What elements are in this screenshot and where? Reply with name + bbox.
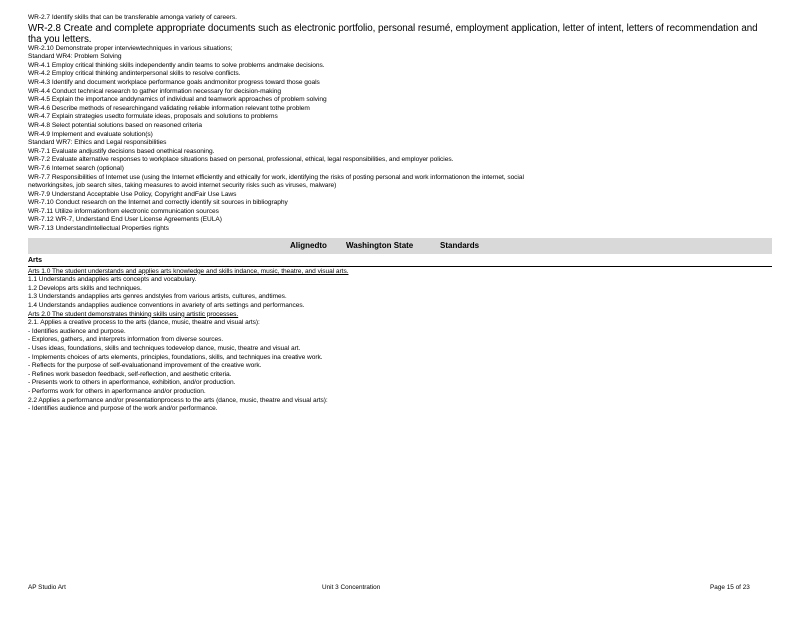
line-wr-7-12: WR-7.12 WR-7, Understand End User License Agreements (EULA) — [28, 216, 222, 224]
line-wr-4-1: WR-4.1 Employ critical thinking skills independently andin teams to solve problems andmake decisions. — [28, 61, 325, 69]
page-footer — [28, 583, 772, 592]
arts-1-0-heading: Arts 1.0 The student understands and applies arts knowledge and skills indance, music, theatre, and visual arts. — [28, 267, 349, 275]
line-1-1: 1.1 Understands andapplies arts concepts and vocabulary. — [28, 276, 197, 284]
line-2-1: 2.1. Applies a creative process to the arts (dance, music, theatre and visual arts): — [28, 319, 260, 327]
bullet-implements: - Implements choices of arts elements, principles, foundations, skills, and techniques ina creative work. — [28, 353, 323, 361]
line-wr-4-9: WR-4.9 Implement and evaluate solution(s) — [28, 130, 153, 138]
section-title-arts: Arts — [28, 256, 43, 264]
line-wr-7-7: WR-7.7 Responsibilities of Internet use (using the Internet efficiently and ethically for work, identifying the risks of posting personal and work informationon the internet, social — [28, 173, 524, 181]
standard-wr7-heading: Standard WR7: Ethics and Legal responsibilities — [28, 139, 167, 147]
bullet-uses-ideas: - Uses ideas, foundations, skills and techniques todevelop dance, music, theatre and visual art. — [28, 345, 301, 352]
bullet-presents: - Presents work to others in aperformance, exhibition, and/or production. — [28, 379, 236, 387]
document-page — [28, 14, 772, 414]
line-wr-4-3: WR-4.3 Identify and document workplace performance goals andmonitor progress toward those goals — [28, 78, 320, 86]
line-wr-2-7: WR-2.7 Identify skills that can be transferable amonga variety of careers. — [28, 14, 237, 21]
line-wr-4-2: WR-4.2 Employ critical thinking andinterpersonal skills to resolve conflicts. — [28, 70, 241, 78]
line-wr-7-11: WR-7.11 Utilize informationfrom electronic communication sources — [28, 207, 219, 215]
line-wr-4-4: WR-4.4 Conduct technical research to gather information necessary for decision-making — [28, 87, 282, 95]
line-wr-2-8: WR-2.8 Create and complete appropriate documents such as electronic portfolio, personal resumé, employment application, letter of intent, letters of recommendation and tha you letters. — [28, 22, 758, 45]
line-wr-2-10: WR-2.10 Demonstrate proper interviewtechniques in various situations; — [28, 44, 233, 52]
bullet-reflects: - Reflects for the purpose of self-evaluationand improvement of the creative work. — [28, 362, 262, 370]
bullet-identifies: - Identifies audience and purpose. — [28, 327, 126, 335]
footer-course: AP Studio Art — [28, 584, 66, 591]
banner-washington-state: Washington State — [346, 240, 414, 250]
line-wr-7-2: WR-7.2 Evaluate alternative responses to workplace situations based on personal, professional, ethical, legal responsibilities, and employer policies. — [28, 156, 454, 164]
arts-2-0-heading: Arts 2.0 The student demonstrates thinking skills using artistic processes. — [28, 310, 239, 318]
banner-standards: Standards — [440, 240, 480, 250]
line-wr-7-9: WR-7.9 Understand Acceptable Use Policy, Copyright andFair Use Laws — [28, 190, 237, 198]
bullet-refines: - Refines work basedon feedback, self-reflection, and aesthetic criteria. — [28, 370, 232, 378]
footer-page-number: Page 15 of 23 — [710, 584, 750, 591]
line-1-2: 1.2 Develops arts skills and techniques. — [28, 284, 142, 292]
line-wr-4-6: WR-4.6 Describe methods of researchingand validating reliable information relevant tothe problem — [28, 104, 310, 112]
line-wr-7-13: WR-7.13 UnderstandIntellectual Properties rights — [28, 225, 169, 233]
line-1-4: 1.4 Understands andapplies audience conventions in avariety of arts settings and performances. — [28, 302, 305, 310]
bullet-performs: - Performs work for others in aperformance and/or production. — [28, 387, 206, 395]
line-1-3: 1.3 Understands andapplies arts genres andstyles from various artists, cultures, andtimes. — [28, 293, 287, 301]
footer-unit: Unit 3 Concentration — [322, 584, 381, 591]
line-wr-7-1: WR-7.1 Evaluate andjustify decisions based onethical reasoning. — [28, 147, 215, 155]
standard-wr4-heading: Standard WR4: Problem Solving — [28, 53, 122, 61]
divider — [28, 266, 772, 267]
bullet-identifies-2: - Identifies audience and purpose of the work and/or performance. — [28, 405, 218, 413]
bullet-explores: - Explores, gathers, and interprets information from diverse sources. — [28, 336, 224, 344]
line-wr-7-6: WR-7.6 Internet search (optional) — [28, 164, 124, 172]
banner-aligned-to: Alignedto — [290, 240, 327, 250]
line-2-2: 2.2 Applies a performance and/or presentationprocess to the arts (dance, music, theatre and visual arts): — [28, 396, 328, 404]
line-wr-7-7-continued: networkingsites, job search sites, taking measures to avoid internet security risks such as viruses, malware) — [28, 182, 337, 190]
line-wr-4-7: WR-4.7 Explain strategies usedto formulate ideas, proposals and solutions to problems — [28, 113, 278, 121]
alignment-banner — [28, 238, 772, 254]
line-wr-4-8: WR-4.8 Select potential solutions based on reasoned criteria — [28, 121, 203, 129]
line-wr-7-10: WR-7.10 Conduct research on the Internet and correctly identify sit sources in bibliography — [28, 199, 288, 207]
line-wr-4-5: WR-4.5 Explain the importance anddynamics of individual and teamwork approaches of problem solving — [28, 96, 327, 104]
